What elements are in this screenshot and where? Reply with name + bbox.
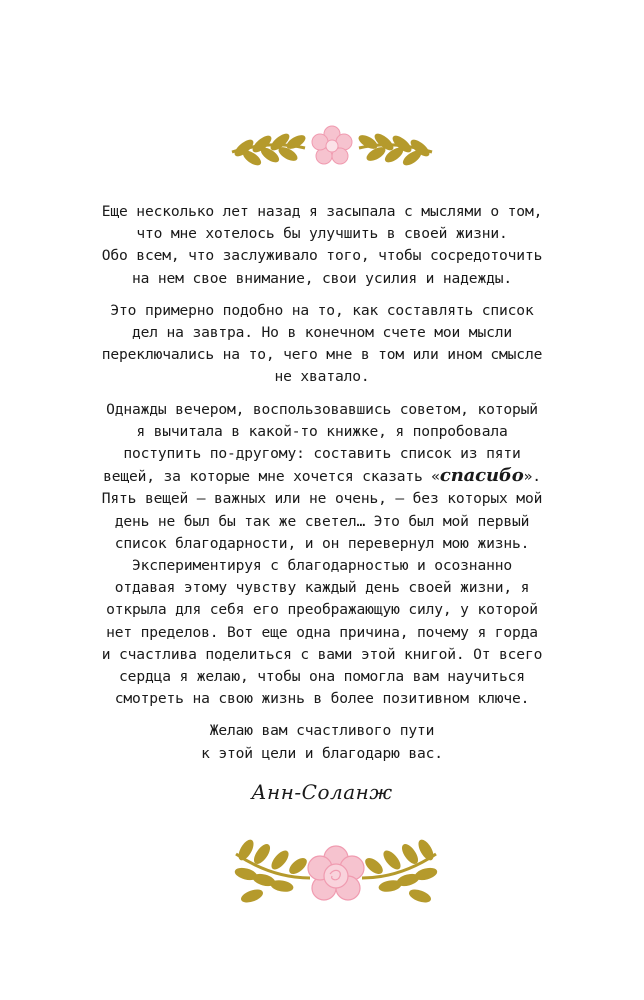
- text-line: к этой цели и благодарю вас.: [201, 744, 443, 762]
- text-line: открыла для себя его преображающую силу, у которой: [106, 601, 538, 619]
- text-line: Однажды вечером, воспользовавшись советом, который: [106, 400, 538, 418]
- flower-icon: [312, 126, 352, 164]
- text-line: и счастлива поделиться с вами этой книгой. От всего: [101, 645, 543, 663]
- text-line: Обо всем, что заслуживало того, чтобы сосредоточить: [101, 247, 543, 265]
- rose-icon: [308, 846, 364, 900]
- text-line-with-emphasis: [40, 465, 604, 488]
- text-line: смотреть на свою жизнь в более позитивном ключе.: [114, 690, 530, 708]
- text-line: сердца я желаю, чтобы она помогла вам научиться: [119, 668, 525, 686]
- text-segment: ».: [523, 468, 541, 486]
- paragraph-2: [40, 300, 604, 389]
- leaf-branch-icon: [234, 838, 310, 904]
- text-line: на нем свое внимание, свои усилия и надежды.: [132, 269, 512, 287]
- ornament-bottom: [0, 832, 644, 912]
- text-line: дел на завтра. Но в конечном счете мои мысли: [132, 324, 512, 342]
- text-line: Пять вещей — важных или не очень, — без которых мой: [101, 490, 543, 508]
- text-line: список благодарности, и он перевернул мою жизнь.: [114, 534, 530, 552]
- signature: Анн-Соланж: [251, 780, 393, 804]
- text-line: Это примерно подобно на то, как составлять список: [110, 301, 534, 319]
- text-line: Еще несколько лет назад я засыпала с мыслями о том,: [101, 203, 543, 220]
- leaf-branch-icon: [232, 131, 307, 167]
- text-line: Экспериментируя с благодарностью и осознанно: [132, 557, 512, 575]
- ornament-top: [0, 118, 644, 174]
- text-line: отдавая этому чувству каждый день своей жизни, я: [114, 579, 530, 597]
- text-segment: вещей, за которые мне хочется сказать «: [103, 468, 440, 486]
- text-line: переключались на то, чего мне в том или ином смысле: [101, 346, 543, 364]
- leaf-branch-icon: [362, 838, 438, 904]
- leaf-branch-icon: [357, 131, 432, 167]
- text-line: день не был бы так же светел… Это был мой первый: [114, 512, 530, 530]
- text-line: Желаю вам счастливого пути: [209, 722, 435, 740]
- paragraph-3: [40, 399, 604, 711]
- emphasis-word: спасибо: [439, 465, 524, 487]
- closing-paragraph: [40, 720, 604, 764]
- text-line: поступить по-другому: составить список из пяти: [123, 445, 521, 463]
- paragraph-1: [40, 201, 604, 290]
- text-line: я вычитала в какой-то книжке, я попробовала: [136, 422, 508, 440]
- main-text: [40, 201, 604, 775]
- text-line: не хватало.: [274, 368, 370, 386]
- text-line: нет пределов. Вот еще одна причина, почему я горда: [106, 623, 538, 641]
- text-line: что мне хотелось бы улучшить в своей жизни.: [136, 225, 508, 243]
